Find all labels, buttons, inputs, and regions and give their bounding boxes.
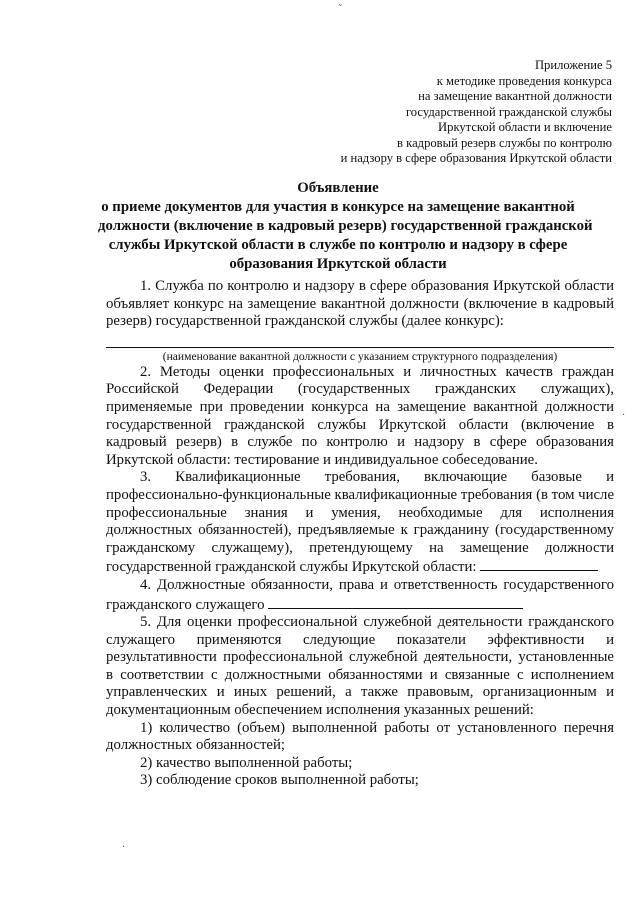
- duties-blank: [268, 595, 523, 609]
- appendix-line: в кадровый резерв службы по контролю: [397, 135, 612, 150]
- paragraph-5-text: 5. Для оценки профессиональной служебной деятельности гражданского служащего применяются следующие показатели эффективности и результативности профессиональной служебной деятельности, установленные в соответствии с должностными обязанностями и связанные с исполнением управленческих и иных решений, а также правовым, организационным и документационным обеспечением исполнения указанных решений:: [106, 614, 614, 719]
- list-item-text: 3) соблюдение сроков выполненной работы;: [140, 772, 419, 789]
- document-title: [98, 179, 593, 274]
- vacancy-name-blank: [106, 333, 614, 348]
- paragraph-4-text: 4. Должностные обязанности, права и ответственность государственного гражданского служащего: [106, 576, 614, 613]
- paragraph-3-text: 3. Квалификационные требования, включающие базовые и профессионально-функциональные квалификационные требования (в том числе профессиональные знания и умения, необходимые для исполнения должностных обязанностей), предъявляемые к гражданину (государственному гражданскому служащему), претендующему на замещение должности государственной гражданской службы Иркутской области:: [106, 469, 615, 576]
- title-line: должности (включение в кадровый резерв) государственной гражданской: [98, 218, 593, 234]
- paragraph-5: [106, 614, 614, 720]
- vacancy-name-caption: (наименование вакантной должности с указанием структурного подразделения): [162, 349, 558, 363]
- paragraph-3: [106, 469, 614, 577]
- paragraph-1: [106, 278, 614, 331]
- appendix-line: на замещение вакантной должности: [418, 89, 612, 103]
- appendix-line: Приложение 5: [534, 58, 612, 72]
- paragraph-4: [106, 577, 614, 614]
- list-item: [106, 772, 614, 790]
- list-item-text: 2) качество выполненной работы;: [140, 754, 353, 771]
- list-item: [106, 755, 614, 773]
- list-item-text: 1) количество (объем) выполненной работы от установленного перечня должностных обязанностей;: [106, 719, 614, 754]
- appendix-line: к методике проведения конкурса: [436, 73, 612, 88]
- appendix-line: государственной гражданской службы: [405, 104, 612, 119]
- paragraph-2: [106, 364, 614, 470]
- paragraph-1-text: 1. Служба по контролю и надзору в сфере образования Иркутской области объявляет конкурс на замещение вакантной должности (включение в кадровый резерв) государственной гражданской службы (далее конкурс):: [106, 278, 614, 330]
- document-body: [106, 278, 614, 790]
- paragraph-2-text: 2. Методы оценки профессиональных и личностных качеств граждан Российской Федерации (государственных гражданских служащих), применяемые при проведении конкурса на замещение вакантной должности государственной гражданской службы Иркутской области (включение в кадровый резерв) в службе по контролю и надзору в сфере образования Иркутской области: тестирование и индивидуальное собеседование.: [106, 363, 614, 468]
- scan-mark: ·: [622, 410, 626, 421]
- scan-mark: ˇ: [338, 4, 343, 15]
- title-line: о приеме документов для участия в конкурсе на замещение вакантной: [101, 199, 575, 215]
- appendix-header: [282, 58, 612, 167]
- appendix-line: Иркутской области и включение: [438, 120, 612, 134]
- list-item: [106, 720, 614, 755]
- scan-mark: ·: [122, 842, 126, 853]
- title-line: службы Иркутской области в службе по контролю и надзору в сфере: [108, 237, 568, 253]
- title-line: образования Иркутской области: [229, 256, 447, 272]
- title-heading: Объявление: [297, 180, 379, 196]
- appendix-line: и надзору в сфере образования Иркутской области: [340, 151, 612, 165]
- requirements-blank: [480, 557, 598, 571]
